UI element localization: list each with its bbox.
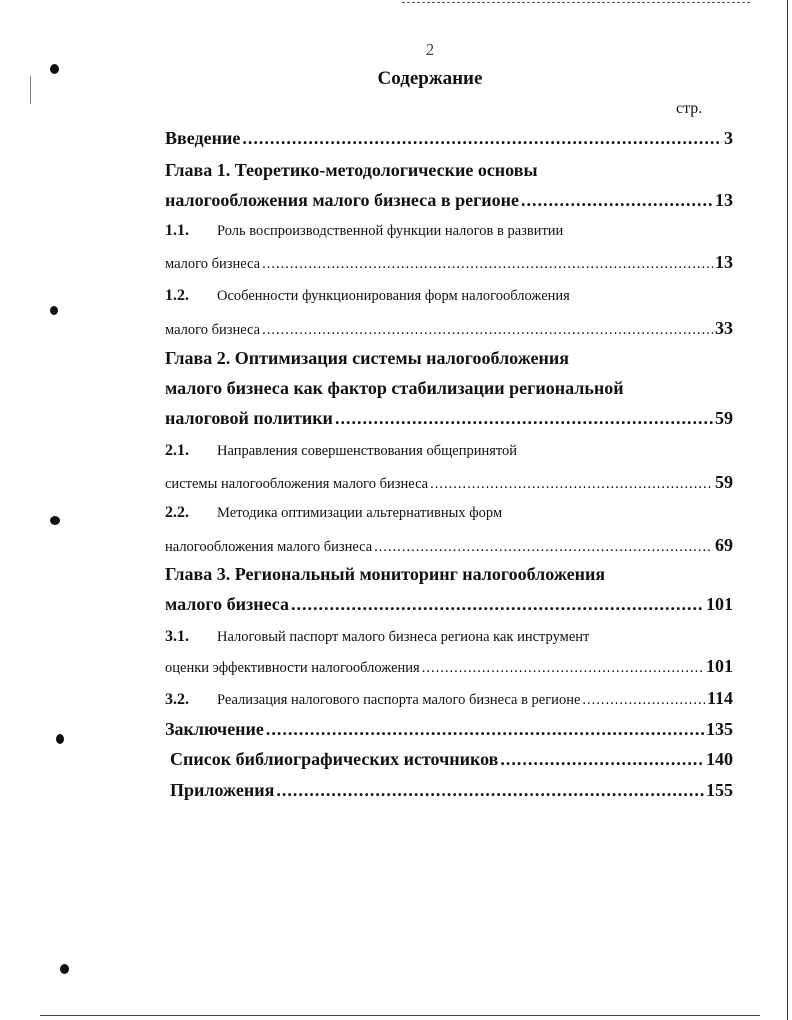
toc-entry-title: Заключение — [165, 719, 264, 739]
toc-chapter-3-line[interactable]: Глава 3. Региональный мониторинг налогообложения — [165, 564, 606, 584]
toc-section-2-1-line[interactable] — [165, 442, 517, 460]
toc-page-number: 3 — [724, 128, 733, 148]
dot-leader — [291, 594, 704, 615]
punch-hole-mark — [50, 64, 59, 74]
dot-leader — [262, 256, 713, 273]
toc-entry-title: оценки эффективности налогообложения — [165, 660, 420, 676]
toc-entry-chapter-2[interactable] — [165, 408, 733, 429]
dot-leader — [276, 780, 704, 801]
toc-entry-section-1-2[interactable] — [165, 318, 733, 339]
toc-page-number: 33 — [715, 318, 733, 338]
toc-entry-title: малого бизнеса — [165, 256, 261, 272]
toc-page-number: 101 — [706, 656, 733, 676]
dot-leader — [262, 322, 713, 339]
toc-page-number: 135 — [706, 719, 733, 739]
section-title: Налоговый паспорт малого бизнеса региона как инструмент — [217, 629, 590, 645]
toc-entry-section-3-2[interactable] — [165, 688, 733, 709]
dot-leader — [242, 128, 722, 149]
punch-hole-mark — [60, 964, 69, 974]
page-column-label: стр. — [676, 100, 703, 117]
scan-edge-top — [402, 2, 750, 4]
dot-leader — [266, 719, 704, 740]
dot-leader — [374, 539, 713, 556]
punch-hole-mark — [50, 516, 60, 525]
dot-leader — [582, 692, 705, 709]
section-number: 2.1. — [165, 442, 189, 459]
toc-page-number: 155 — [706, 780, 733, 800]
punch-hole-mark — [56, 734, 64, 744]
toc-entry-section-2-2[interactable] — [165, 535, 733, 556]
toc-entry-introduction[interactable] — [165, 128, 733, 149]
page-title: Содержание — [377, 68, 483, 89]
toc-section-3-1-line[interactable] — [165, 628, 589, 646]
toc-entry-bibliography[interactable] — [170, 749, 733, 770]
toc-entry-title: малого бизнеса — [165, 322, 261, 338]
toc-entry-chapter-3[interactable] — [165, 594, 733, 615]
toc-entry-title: Список библиографических источников — [170, 749, 499, 769]
toc-page-number: 59 — [715, 408, 733, 428]
toc-entry-title: системы налогообложения малого бизнеса — [165, 476, 429, 492]
toc-chapter-1-line[interactable]: Глава 1. Теоретико-методологические основы — [165, 160, 538, 180]
section-title: Направления совершенствования общепринятой — [217, 443, 518, 459]
toc-page-number: 59 — [715, 472, 733, 492]
toc-entry-chapter-1[interactable] — [165, 190, 733, 211]
dot-leader — [430, 476, 713, 493]
toc-entry-conclusion[interactable] — [165, 719, 733, 740]
toc-page-number: 69 — [715, 535, 733, 555]
toc-section-1-2-line[interactable] — [165, 287, 570, 305]
section-title: Роль воспроизводственной функции налогов в развитии — [217, 223, 564, 239]
toc-entry-section-3-1[interactable] — [165, 656, 733, 677]
toc-section-1-1-line[interactable] — [165, 222, 563, 240]
toc-section-2-2-line[interactable] — [165, 504, 502, 522]
toc-page-number: 114 — [706, 688, 733, 708]
section-title: Особенности функционирования форм налогообложения — [217, 288, 570, 304]
toc-page-number: 140 — [706, 749, 733, 769]
section-number: 2.2. — [165, 504, 189, 521]
dot-leader — [335, 408, 713, 429]
scan-edge-right — [787, 0, 788, 1020]
toc-entry-section-1-1[interactable] — [165, 252, 733, 273]
punch-hole-mark — [50, 306, 58, 315]
toc-entry-appendices[interactable] — [170, 780, 733, 801]
toc-entry-section-2-1[interactable] — [165, 472, 733, 493]
scan-edge-bottom — [40, 1015, 760, 1016]
section-number: 3.2. — [165, 691, 189, 708]
toc-entry-title: Введение — [165, 128, 241, 148]
section-title: Методика оптимизации альтернативных форм — [217, 505, 503, 521]
section-number: 1.2. — [165, 287, 189, 304]
dot-leader — [500, 749, 704, 770]
toc-entry-title: Реализация налогового паспорта малого бизнеса в регионе — [217, 692, 581, 708]
scan-edge-left — [30, 76, 31, 104]
toc-page-number: 13 — [715, 190, 733, 210]
toc-entry-title: налогообложения малого бизнеса в регионе — [165, 190, 519, 210]
dot-leader — [521, 190, 713, 211]
toc-entry-title: малого бизнеса — [165, 594, 290, 614]
page-number: 2 — [425, 40, 435, 59]
section-number: 1.1. — [165, 222, 189, 239]
toc-chapter-2-line[interactable]: Глава 2. Оптимизация системы налогообложения — [165, 348, 570, 368]
toc-entry-title: налоговой политики — [165, 408, 333, 428]
dot-leader — [422, 660, 704, 677]
toc-entry-title: налогообложения малого бизнеса — [165, 539, 373, 555]
section-number: 3.1. — [165, 628, 189, 645]
toc-chapter-2-line[interactable]: малого бизнеса как фактор стабилизации региональной — [165, 378, 624, 398]
toc-entry-title: Приложения — [170, 780, 275, 800]
toc-page-number: 101 — [706, 594, 733, 614]
toc-page-number: 13 — [715, 252, 733, 272]
